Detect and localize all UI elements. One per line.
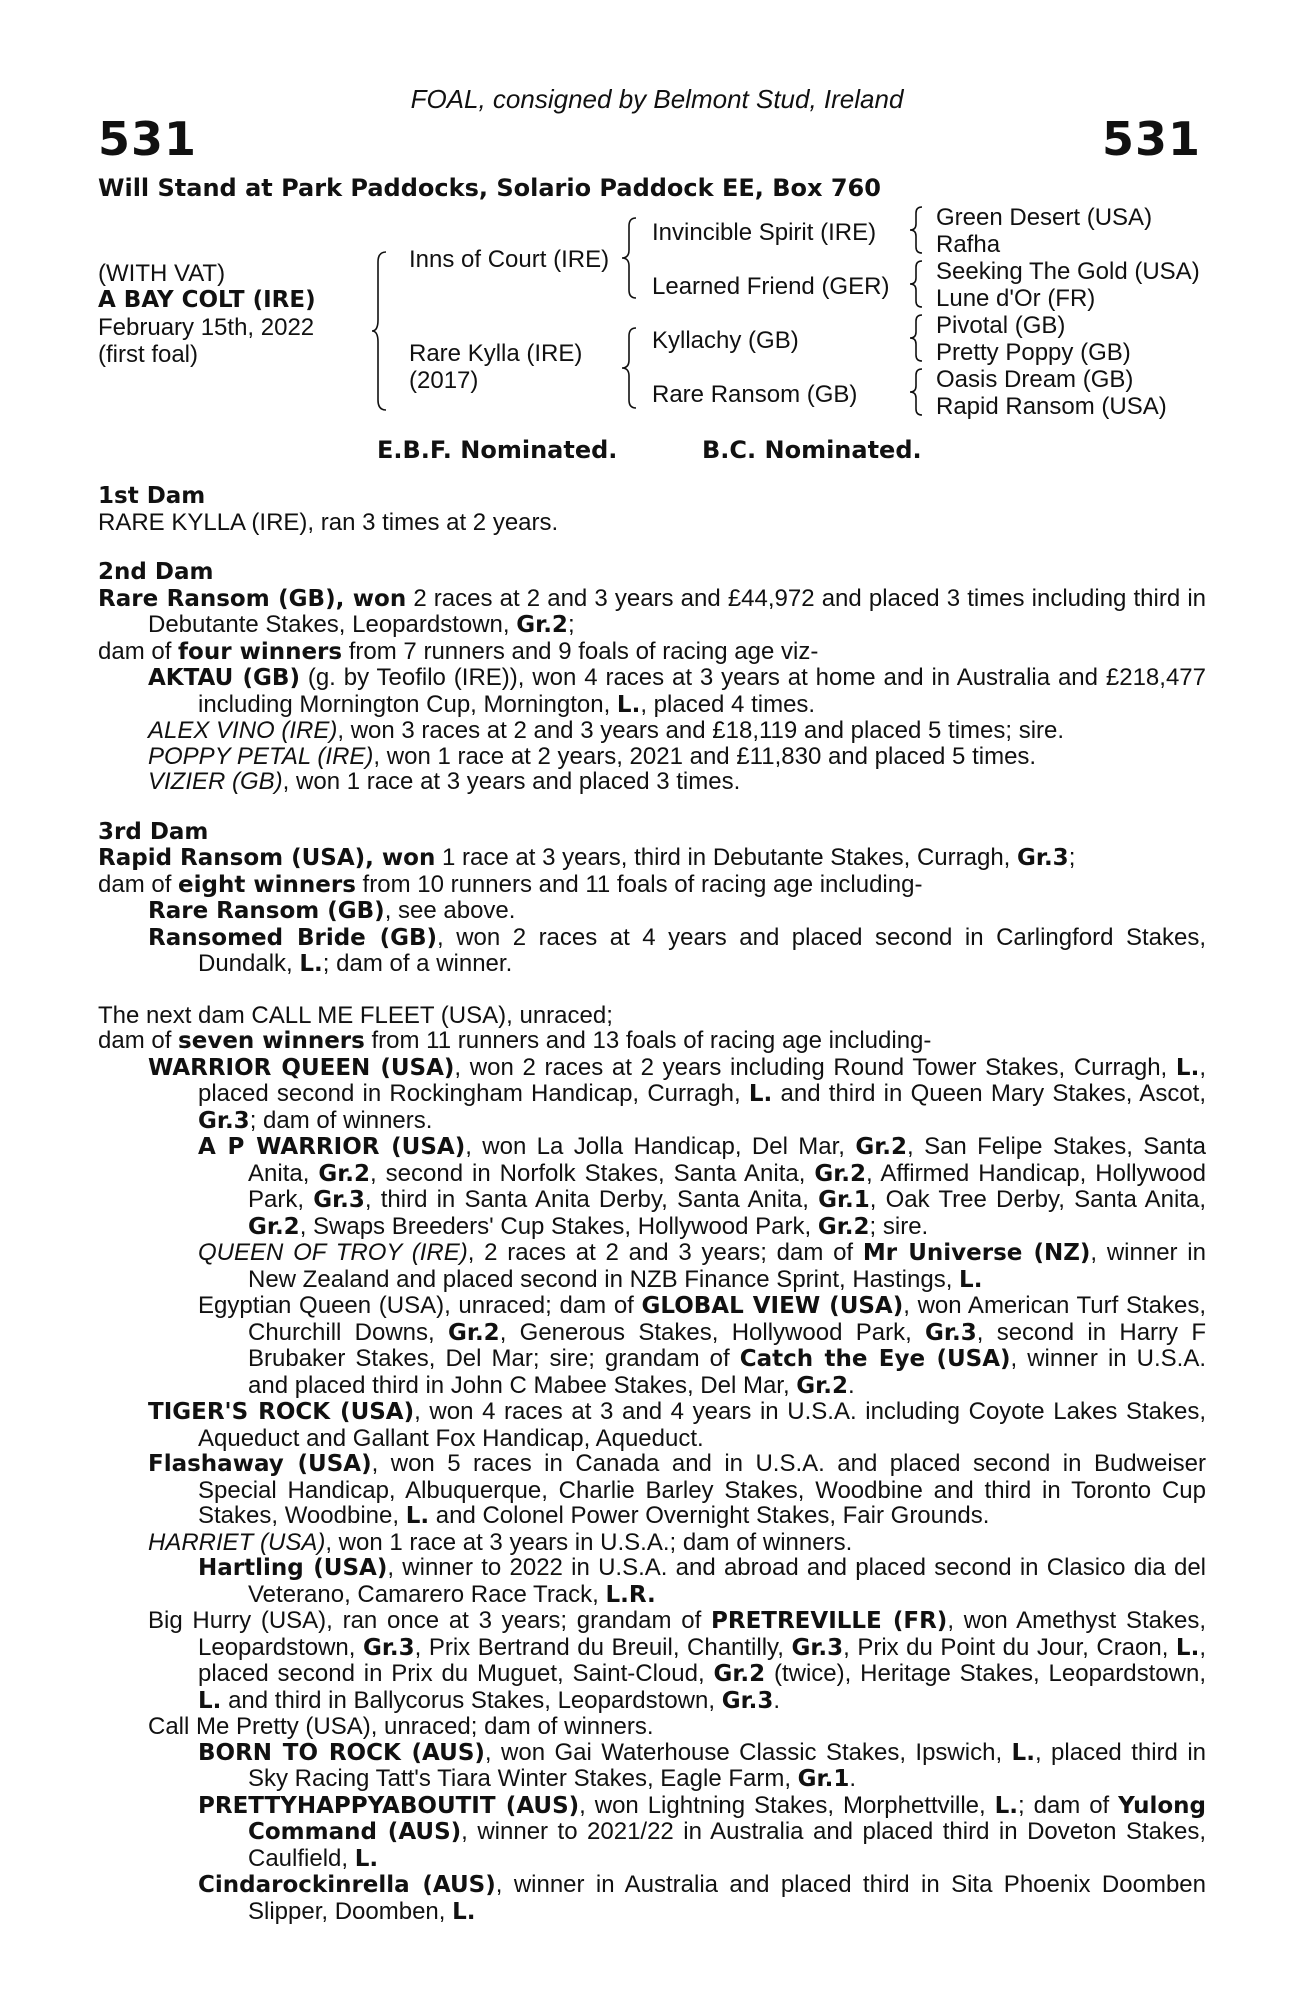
pedigree-brace-ds [908, 313, 926, 363]
pedigree-brace-main [370, 250, 390, 412]
progeny-a-p-warrior: A P WARRIOR (USA), won La Jolla Handicap, Del Mar, Gr.2, San Felipe Stakes, Santa Anita, Gr.2, second in Norfolk Stakes, Santa Anita, Gr.2, Affirmed Handicap, Hollywood Park, Gr.3, third in Santa Anita Derby, Santa Anita, Gr.1, Oak Tree Derby, Santa Anita, Gr.2, Swaps Breeders' Cup Stakes, Hollywood Park, Gr.2; sire. [198, 1133, 1207, 1240]
bc-nominated: B.C. Nominated. [702, 436, 922, 464]
second-dam-produce-summary: dam of four winners from 7 runners and 9 foals of racing age viz- [98, 637, 819, 665]
progeny-cindarockinrella: Cindarockinrella (AUS), winner in Australia and placed third in Sita Phoenix Doomben Slipper, Doomben, L. [198, 1871, 1206, 1925]
consignor-line: FOAL, consigned by Belmont Stud, Ireland [410, 84, 904, 114]
pedigree-brace-sd [908, 259, 926, 309]
second-dam-name: Rare Ransom (GB), won [98, 585, 407, 612]
pedigree-dam-dam: Rare Ransom (GB) [652, 381, 858, 408]
third-dam-heading: 3rd Dam [98, 818, 209, 845]
third-dam-record: Rapid Ransom (USA), won 1 race at 3 years, third in Debutante Stakes, Curragh, Gr.3; [98, 844, 1076, 871]
pedigree-sss: Green Desert (USA) [936, 204, 1153, 231]
lot-number-left: 531 [98, 112, 198, 166]
horse-name: A BAY COLT (IRE) [98, 287, 316, 313]
pedigree-brace-sire [620, 216, 640, 300]
horse-dob: February 15th, 2022 [98, 314, 315, 341]
progeny-tigers-rock: TIGER'S ROCK (USA), won 4 races at 3 and 4 years in U.S.A. including Coyote Lakes Stakes, Aqueduct and Gallant Fox Handicap, Aqueduct. [148, 1398, 1206, 1452]
progeny-hartling: Hartling (USA), winner to 2022 in U.S.A. and abroad and placed second in Clasico dia del Veterano, Camarero Race Track, L.R. [198, 1554, 1206, 1608]
pedigree-sdd: Lune d'Or (FR) [936, 285, 1096, 312]
lot-number-right: 531 [1101, 112, 1201, 166]
produce-record [98, 484, 1206, 1925]
second-dam-heading: 2nd Dam [98, 559, 214, 585]
progeny-aktau: AKTAU (GB) (g. by Teofilo (IRE)), won 4 races at 3 years at home and in Australia and £218,477 including Mornington Cup, Mornington, L., placed 4 times. [148, 664, 1206, 718]
pedigree-ssd: Rafha [936, 231, 1001, 258]
progeny-big-hurry: Big Hurry (USA), ran once at 3 years; grandam of PRETREVILLE (FR), won Amethyst Stakes, Leopardstown, Gr.3, Prix Bertrand du Breuil, Chantilly, Gr.3, Prix du Point du Jour, Craon, L., placed second in Prix du Muguet, Saint-Cloud, Gr.2 (twice), Heritage Stakes, Leopardstown, L. and third in Ballycorus Stakes, Leopardstown, Gr.3. [148, 1607, 1206, 1714]
progeny-vizier: VIZIER (GB), won 1 race at 3 years and placed 3 times. [148, 768, 741, 795]
pedigree-dsd: Pretty Poppy (GB) [936, 339, 1131, 366]
pedigree-brace-dd [908, 367, 926, 417]
third-dam-produce-summary: dam of eight winners from 10 runners and 11 foals of racing age including- [98, 870, 923, 898]
pedigree-dds: Oasis Dream (GB) [936, 366, 1134, 393]
pedigree-dam-year: (2017) [409, 367, 479, 394]
progeny-warrior-queen: WARRIOR QUEEN (USA), won 2 races at 2 years including Round Tower Stakes, Curragh, L., placed second in Rockingham Handicap, Curragh, L. and third in Queen Mary Stakes, Ascot, Gr.3; dam of winners. [148, 1053, 1206, 1134]
vat-note: (WITH VAT) [98, 260, 226, 287]
pedigree-dam: Rare Kylla (IRE) [409, 340, 583, 367]
progeny-poppy-petal: POPPY PETAL (IRE), won 1 race at 2 years, 2021 and £11,830 and placed 5 times. [148, 742, 1037, 770]
horse-foal-note: (first foal) [98, 341, 199, 368]
progeny-born-to-rock: BORN TO ROCK (AUS), won Gai Waterhouse Classic Stakes, Ipswich, L., placed third in Sky Racing Tatt's Tiara Winter Stakes, Eagle Farm, Gr.1. [198, 1738, 1206, 1792]
progeny-prettyhappyaboutit: PRETTYHAPPYABOUTIT (AUS), won Lightning Stakes, Morphettville, L.; dam of Yulong Command (AUS), winner to 2021/22 in Australia and placed third in Doveton Stakes, Caulfield, L. [198, 1791, 1207, 1872]
second-dam-record: Rare Ransom (GB), won 2 races at 2 and 3 years and £44,972 and placed 3 times including third in Debutante Stakes, Leopardstown, Gr.2; [98, 584, 1206, 638]
pedigree-brace-dam [620, 326, 640, 410]
pedigree-sire: Inns of Court (IRE) [409, 246, 610, 273]
pedigree-dam-sire: Kyllachy (GB) [652, 327, 799, 354]
progeny-egyptian-queen: Egyptian Queen (USA), unraced; dam of GLOBAL VIEW (USA), won American Turf Stakes, Churchill Downs, Gr.2, Generous Stakes, Hollywood Park, Gr.3, second in Harry F Brubaker Stakes, Del Mar; sire; grandam of Catch the Eye (USA), winner in U.S.A. and placed third in John C Mabee Stakes, Del Mar, Gr.2. [198, 1292, 1207, 1399]
pedigree-sire-dam: Learned Friend (GER) [652, 273, 890, 300]
progeny-rare-ransom: Rare Ransom (GB), see above. [148, 897, 516, 924]
pedigree-sire-sire: Invincible Spirit (IRE) [652, 219, 877, 246]
progeny-harriet: HARRIET (USA), won 1 race at 3 years in U.S.A.; dam of winners. [148, 1528, 853, 1556]
next-dam-produce-summary: dam of seven winners from 11 runners and 13 foals of racing age including- [98, 1027, 932, 1054]
first-dam-heading: 1st Dam [98, 483, 206, 509]
pedigree-ddd: Rapid Ransom (USA) [936, 393, 1167, 420]
first-dam-text: RARE KYLLA (IRE), ran 3 times at 2 years. [98, 508, 559, 536]
stabling-location: Will Stand at Park Paddocks, Solario Paddock EE, Box 760 [98, 174, 881, 202]
next-dam-intro: The next dam CALL ME FLEET (USA), unraced; [98, 1001, 613, 1029]
ebf-nominated: E.B.F. Nominated. [377, 436, 618, 464]
pedigree-sds: Seeking The Gold (USA) [936, 258, 1200, 285]
progeny-alex-vino: ALEX VINO (IRE), won 3 races at 2 and 3 years and £18,119 and placed 5 times; sire. [148, 717, 1065, 744]
progeny-queen-of-troy: QUEEN OF TROY (IRE), 2 races at 2 and 3 years; dam of Mr Universe (NZ), winner in New Zealand and placed second in NZB Finance Sprint, Hastings, L. [198, 1239, 1206, 1293]
pedigree-brace-ss [908, 205, 926, 255]
progeny-ransomed-bride: Ransomed Bride (GB), won 2 races at 4 years and placed second in Carlingford Stakes, Dundalk, L.; dam of a winner. [148, 923, 1206, 977]
pedigree-dss: Pivotal (GB) [936, 312, 1066, 339]
progeny-call-me-pretty: Call Me Pretty (USA), unraced; dam of winners. [148, 1713, 654, 1740]
progeny-flashaway: Flashaway (USA), won 5 races in Canada and in U.S.A. and placed second in Budweiser Special Handicap, Albuquerque, Charlie Barley Stakes, Woodbine and third in Toronto Cup Stakes, Woodbine, L. and Colonel Power Overnight Stakes, Fair Grounds. [148, 1450, 1206, 1529]
